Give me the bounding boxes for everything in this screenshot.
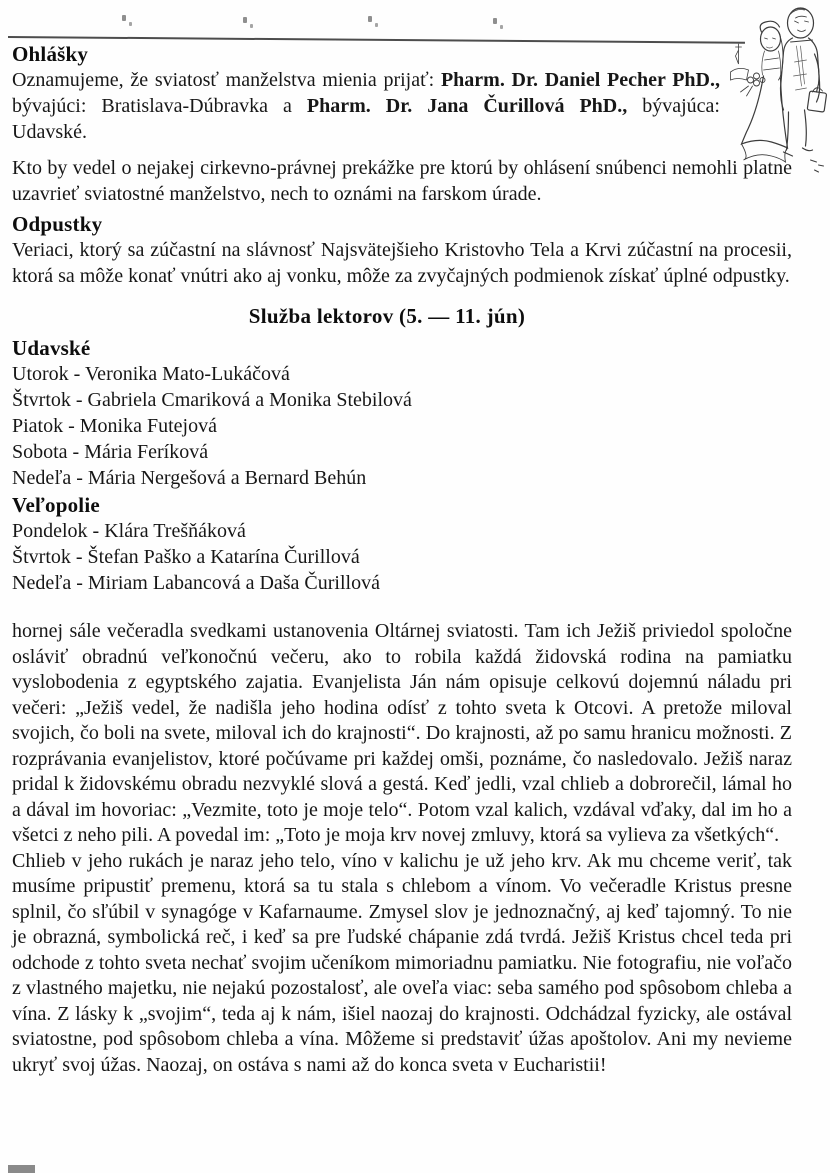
lector-entry: Sobota - Mária Feríková [12,441,209,463]
scan-artifact-bar [8,1165,35,1173]
lector-schedule-title: Služba lektorov (5. — 11. jún) [248,304,526,328]
lector-entry: Štvrtok - Štefan Paško a Katarína Čurillová [12,546,360,568]
banns-mid-text: bývajúci: Bratislava-Dúbravka a [12,95,307,117]
lector-group-velopolie-heading: Veľopolie [12,493,100,517]
illustration-text-wrap-spacer [720,41,792,153]
lector-entry: Utorok - Veronika Mato-Lukáčová [12,363,290,385]
lector-entry: Piatok - Monika Futejová [12,415,217,437]
lector-entry: Nedeľa - Miriam Labancová a Daša Čurillová [12,572,380,594]
section-eucharist-reflection [12,619,792,1078]
section-marriage-banns [12,41,792,145]
lector-group-udavske-heading: Udavské [12,336,91,360]
reflection-paragraph-1: hornej sále večeradla svedkami ustanovenia Oltárnej sviatosti. Tam ich Ježiš priviedol spoločne osláviť obradnú veľkonočnú večeru, ako to robila každá židovská rodina na pamiatku vyslobodenia z egyptského zajatia. Evanjelista Ján nám opisuje celkovú dojemnú náladu pri večeri: „Ježiš vedel, že nadišla jeho hodina odísť z tohto sveta k Otcovi. A pretože miloval svojich, čo boli na svete, miloval ich do krajnosti“. Do krajnosti, až po samu hranicu možnosti. Z rozprávania evanjelistov, ktoré počúvame pri každej omši, poznáme, čo nasledovalo. Ježiš naraz pridal k židovskému obradu nezvyklé slová a gestá. Keď jedli, vzal chlieb a dobrorečil, lámal ho a dával im hovoriac: „Vezmite, toto je moje telo“. Potom vzal kalich, vzdával vďaky, dal im ho a všetci z neho pili. A povedal im: „Toto je moja krv novej zmluvy, ktorá sa vylieva za všetkých“. [12,620,792,846]
groom-name: Pharm. Dr. Daniel Pecher PhD., [440,69,720,91]
reflection-paragraph-2: Chlieb v jeho rukách je naraz jeho telo, víno v kalichu je už jeho krv. Ak mu chceme veriť, tak musíme pripustiť premenu, ktorá sa tu stala s chlebom a vínom. Vo večeradle Kristus presne splnil, čo sľúbil v synagóge v Kafarnaume. Zmysel slov je jednoznačný, aj keď tajomný. To nie je obrazná, symbolická reč, i keď sa pre ľudské chápanie zdá tvrdá. Ježiš Kristus chcel teda pri odchode z tohto sveta nechať svojim učeníkom mimoriadnu pamiatku. Nie fotografiu, nie voľačo z vlastného majetku, nie nejakú pozostalosť, ale oveľa viac: seba samého pod spôsobom chleba a vína. Z lásky k „svojim“, teda aj k nám, išiel naozaj do krajnosti. Odchádzal fyzicky, ale ostával sviatostne, pod spôsobom chleba a vína. Môžeme si predstaviť úžas apoštolov. Ani my nevieme ukryť svoj úžas. Naozaj, on ostáva s nami až do konca sveta v Eucharistii! [12,849,792,1076]
banns-intro-text: Oznamujeme, že sviatosť manželstva mienia prijať: [12,69,441,91]
indulgences-heading: Odpustky [12,212,103,236]
banns-heading: Ohlášky [12,42,89,66]
lector-entry: Nedeľa - Mária Nergešová a Bernard Behún [12,467,367,489]
impediment-notice: Kto by vedel o nejakej cirkevno-právnej prekážke pre ktorú by ohlásení snúbenci nemohli platne uzavrieť sviatostné manželstvo, nech to oznámi na farskom úrade. [12,157,792,205]
lector-entry: Štvrtok - Gabriela Cmariková a Monika Stebilová [12,389,412,411]
section-indulgences [12,211,792,289]
section-lector-schedule [12,302,792,596]
bride-name: Pharm. Dr. Jana Čurillová PhD., [306,95,628,117]
banns-outro-text: bývajúca: Udavské. [12,95,720,143]
lector-entry: Pondelok - Klára Trešňáková [12,520,246,542]
banns-paragraph [12,67,792,145]
indulgences-paragraph: Veriaci, ktorý sa zúčastní na slávnosť Najsvätejšieho Kristovho Tela a Krvi zúčastní na procesii, ktorá sa môže konať vnútri ako aj vonku, môže za zvyčajných podmienok získať úplné odpustky. [12,239,792,287]
